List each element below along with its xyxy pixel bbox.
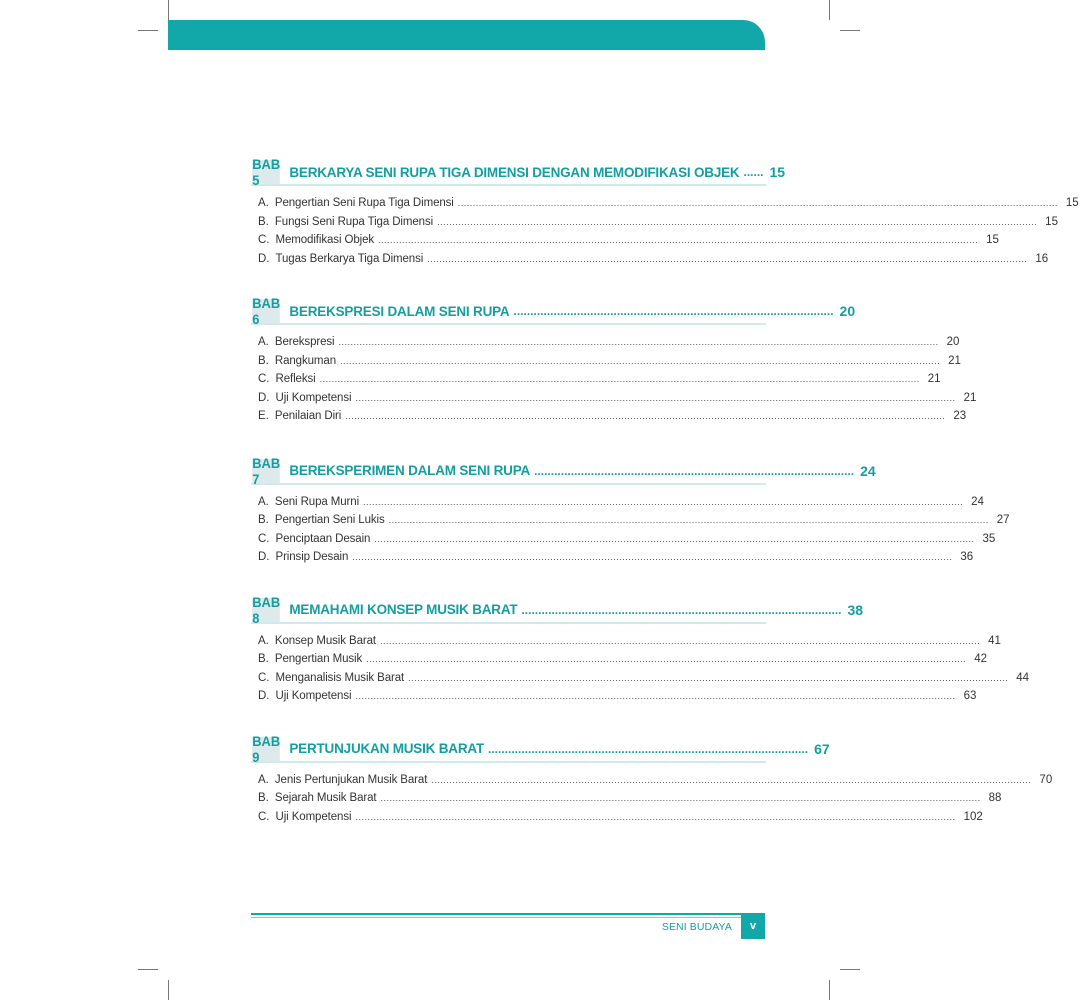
- entry-title: Menganalisis Musik Barat: [275, 671, 405, 684]
- entry-page-number: 24: [971, 495, 984, 508]
- entry-leader-dots: ........................................................................................................................................................................................................: [374, 533, 975, 544]
- entry-leader-dots: ........................................................................................................................................................................................................: [380, 793, 981, 803]
- entry-leader-dots: ........................................................................................................................................................................................................: [339, 355, 941, 366]
- entry-letter: B.: [258, 653, 269, 665]
- entry-title: Pengertian Musik: [274, 653, 363, 665]
- entry-letter: B.: [258, 792, 269, 804]
- toc-entry[interactable]: [251, 514, 1010, 533]
- crop-mark: [138, 30, 158, 31]
- entry-page-number: 42: [974, 653, 988, 665]
- entry-leader-dots: ........................................................................................................................................................................................................: [355, 392, 956, 403]
- entry-title: Tugas Berkarya Tiga Dimensi: [275, 252, 424, 265]
- chapter-leader-dots: ................................................................................................: [521, 602, 842, 617]
- toc-entry[interactable]: [251, 252, 1049, 272]
- chapter-items: [251, 634, 1030, 709]
- chapter-title-wrap: [281, 160, 769, 184]
- entry-leader-dots: ........................................................................................................................................................................................................: [352, 552, 953, 562]
- entry-letter: B.: [258, 354, 269, 367]
- toc-entry[interactable]: [251, 215, 1058, 235]
- entry-title: Berekspresi: [274, 336, 335, 348]
- toc-chapter: [251, 295, 977, 429]
- entry-letter: D.: [258, 551, 270, 563]
- toc-entry[interactable]: [251, 410, 967, 429]
- crop-mark: [829, 980, 830, 1000]
- entry-leader-dots: ........................................................................................................................................................................................................: [355, 691, 956, 701]
- chapter-title: MEMAHAMI KONSEP MUSIK BARAT: [289, 602, 518, 617]
- entry-letter: D.: [258, 252, 270, 265]
- toc-chapter: [251, 454, 1010, 570]
- crop-mark: [840, 30, 860, 31]
- header-banner: [168, 20, 765, 50]
- chapter-heading[interactable]: [251, 156, 786, 188]
- crop-mark: [138, 969, 158, 970]
- chapter-number: BAB 5: [252, 156, 281, 188]
- toc-entry[interactable]: [251, 532, 996, 552]
- entry-page-number: 16: [1035, 252, 1049, 265]
- chapter-page-number: 38: [847, 601, 864, 618]
- entry-leader-dots: ........................................................................................................................................................................................................: [380, 635, 981, 646]
- entry-leader-dots: ........................................................................................................................................................................................................: [388, 515, 989, 525]
- toc-entry[interactable]: [251, 634, 1001, 654]
- entry-title: Sejarah Musik Barat: [274, 792, 377, 804]
- entry-page-number: 41: [988, 634, 1001, 647]
- entry-title: Refleksi: [275, 373, 316, 385]
- entry-letter: A.: [258, 634, 269, 647]
- entry-page-number: 21: [927, 373, 941, 385]
- chapter-title-wrap: [281, 459, 860, 483]
- chapter-heading[interactable]: [251, 454, 876, 487]
- entry-title: Pengertian Seni Rupa Tiga Dimensi: [274, 197, 454, 209]
- entry-page-number: 36: [960, 551, 974, 563]
- toc-entry[interactable]: [251, 391, 977, 411]
- toc-entry[interactable]: [251, 671, 1030, 691]
- entry-leader-dots: ........................................................................................................................................................................................................: [437, 216, 1038, 227]
- chapter-title: BEREKSPERIMEN DALAM SENI RUPA: [289, 463, 531, 478]
- entry-letter: A.: [258, 773, 269, 786]
- entry-leader-dots: ........................................................................................................................................................................................................: [363, 496, 964, 507]
- toc-entry[interactable]: [251, 792, 1002, 811]
- entry-letter: B.: [258, 514, 269, 526]
- toc-entry[interactable]: [251, 336, 960, 355]
- toc-entry[interactable]: [251, 354, 961, 374]
- entry-page-number: 20: [946, 336, 960, 348]
- entry-leader-dots: ........................................................................................................................................................................................................: [408, 672, 1009, 683]
- toc-chapter: [251, 156, 1079, 271]
- entry-letter: B.: [258, 215, 269, 228]
- entry-title: Rangkuman: [274, 354, 336, 367]
- footer-page-number: v: [741, 913, 765, 939]
- entry-title: Uji Kompetensi: [275, 391, 352, 404]
- chapter-heading[interactable]: [251, 593, 864, 626]
- chapter-title-wrap: [281, 598, 847, 622]
- chapter-items: [251, 495, 1010, 570]
- chapter-page-number: 20: [839, 303, 856, 319]
- entry-page-number: 35: [982, 532, 996, 545]
- entry-letter: C.: [258, 234, 270, 246]
- entry-letter: E.: [258, 410, 269, 422]
- entry-letter: C.: [258, 671, 270, 684]
- entry-title: Konsep Musik Barat: [274, 634, 376, 647]
- chapter-title-wrap: [281, 737, 814, 761]
- chapter-page-number: 15: [769, 164, 786, 180]
- entry-title: Pengertian Seni Lukis: [274, 514, 385, 526]
- entry-letter: D.: [258, 690, 270, 702]
- chapter-page-number: 24: [860, 462, 876, 479]
- entry-page-number: 88: [988, 792, 1002, 804]
- toc-entry[interactable]: [251, 653, 988, 672]
- toc-entry[interactable]: [251, 373, 941, 392]
- entry-leader-dots: ........................................................................................................................................................................................................: [378, 235, 979, 245]
- entry-letter: A.: [258, 336, 269, 348]
- toc-entry[interactable]: [251, 810, 983, 830]
- entry-title: Uji Kompetensi: [275, 690, 352, 702]
- entry-letter: D.: [258, 391, 270, 404]
- crop-mark: [840, 969, 860, 970]
- chapter-heading[interactable]: [251, 295, 856, 327]
- chapter-title-wrap: [281, 299, 839, 323]
- crop-mark: [168, 980, 169, 1000]
- entry-leader-dots: ........................................................................................................................................................................................................: [345, 411, 946, 421]
- toc-entry[interactable]: [251, 551, 974, 570]
- entry-letter: C.: [258, 373, 270, 385]
- chapter-page-number: 67: [814, 740, 830, 757]
- crop-mark: [168, 0, 169, 20]
- entry-page-number: 15: [1045, 215, 1058, 228]
- entry-page-number: 21: [963, 391, 977, 404]
- entry-title: Jenis Pertunjukan Musik Barat: [274, 773, 428, 786]
- entry-leader-dots: ........................................................................................................................................................................................................: [355, 811, 956, 822]
- entry-title: Penciptaan Desain: [275, 532, 371, 545]
- footer-rule: [251, 913, 741, 915]
- entry-title: Fungsi Seni Rupa Tiga Dimensi: [274, 215, 434, 228]
- entry-page-number: 44: [1016, 671, 1030, 684]
- entry-leader-dots: ........................................................................................................................................................................................................: [431, 774, 1032, 785]
- entry-page-number: 21: [948, 354, 961, 367]
- chapter-number: BAB 6: [252, 295, 281, 327]
- chapter-heading[interactable]: [251, 732, 830, 765]
- entry-title: Penilaian Diri: [274, 410, 342, 422]
- entry-page-number: 15: [986, 234, 999, 246]
- footer-book-title: SENI BUDAYA: [661, 921, 732, 933]
- entry-page-number: 27: [996, 514, 1010, 526]
- toc-entry[interactable]: [251, 690, 977, 709]
- chapter-leader-dots: ................................................................................................: [513, 304, 834, 318]
- entry-page-number: 15: [1065, 197, 1079, 209]
- toc-entry[interactable]: [251, 773, 1053, 793]
- entry-leader-dots: ........................................................................................................................................................................................................: [366, 654, 967, 664]
- entry-letter: C.: [258, 532, 270, 545]
- toc-entry[interactable]: [251, 234, 999, 253]
- crop-mark: [829, 0, 830, 20]
- chapter-items: [251, 197, 1079, 271]
- entry-page-number: 23: [953, 410, 967, 422]
- chapter-leader-dots: ................................................................................................: [488, 741, 809, 756]
- entry-leader-dots: ........................................................................................................................................................................................................: [338, 337, 939, 347]
- entry-page-number: 70: [1039, 773, 1053, 786]
- toc-entry[interactable]: [251, 495, 984, 515]
- toc-entry[interactable]: [251, 197, 1079, 216]
- entry-leader-dots: ........................................................................................................................................................................................................: [427, 253, 1028, 264]
- entry-letter: C.: [258, 810, 270, 823]
- entry-leader-dots: ........................................................................................................................................................................................................: [319, 374, 920, 384]
- chapter-items: [251, 336, 977, 429]
- entry-title: Seni Rupa Murni: [274, 495, 360, 508]
- entry-page-number: 102: [963, 810, 983, 823]
- footer-rule-thin: [251, 917, 741, 918]
- toc-chapter: [251, 732, 1053, 830]
- chapter-number: BAB 8: [252, 593, 281, 626]
- entry-page-number: 63: [963, 690, 977, 702]
- chapter-title: BEREKSPRESI DALAM SENI RUPA: [289, 303, 510, 319]
- chapter-items: [251, 773, 1053, 830]
- entry-title: Uji Kompetensi: [275, 810, 352, 823]
- entry-title: Memodifikasi Objek: [275, 234, 375, 246]
- chapter-number: BAB 7: [252, 454, 281, 487]
- chapter-leader-dots: ......: [743, 165, 764, 179]
- chapter-leader-dots: ................................................................................................: [534, 463, 855, 478]
- entry-letter: A.: [258, 197, 269, 209]
- chapter-title: BERKARYA SENI RUPA TIGA DIMENSI DENGAN MEMODIFIKASI OBJEK: [289, 164, 740, 180]
- chapter-title: PERTUNJUKAN MUSIK BARAT: [289, 741, 484, 756]
- toc-chapter: [251, 593, 1030, 709]
- entry-letter: A.: [258, 495, 269, 508]
- chapter-number: BAB 9: [252, 732, 281, 765]
- table-of-contents: [251, 156, 1079, 857]
- entry-title: Prinsip Desain: [275, 551, 349, 563]
- entry-leader-dots: ........................................................................................................................................................................................................: [457, 198, 1058, 208]
